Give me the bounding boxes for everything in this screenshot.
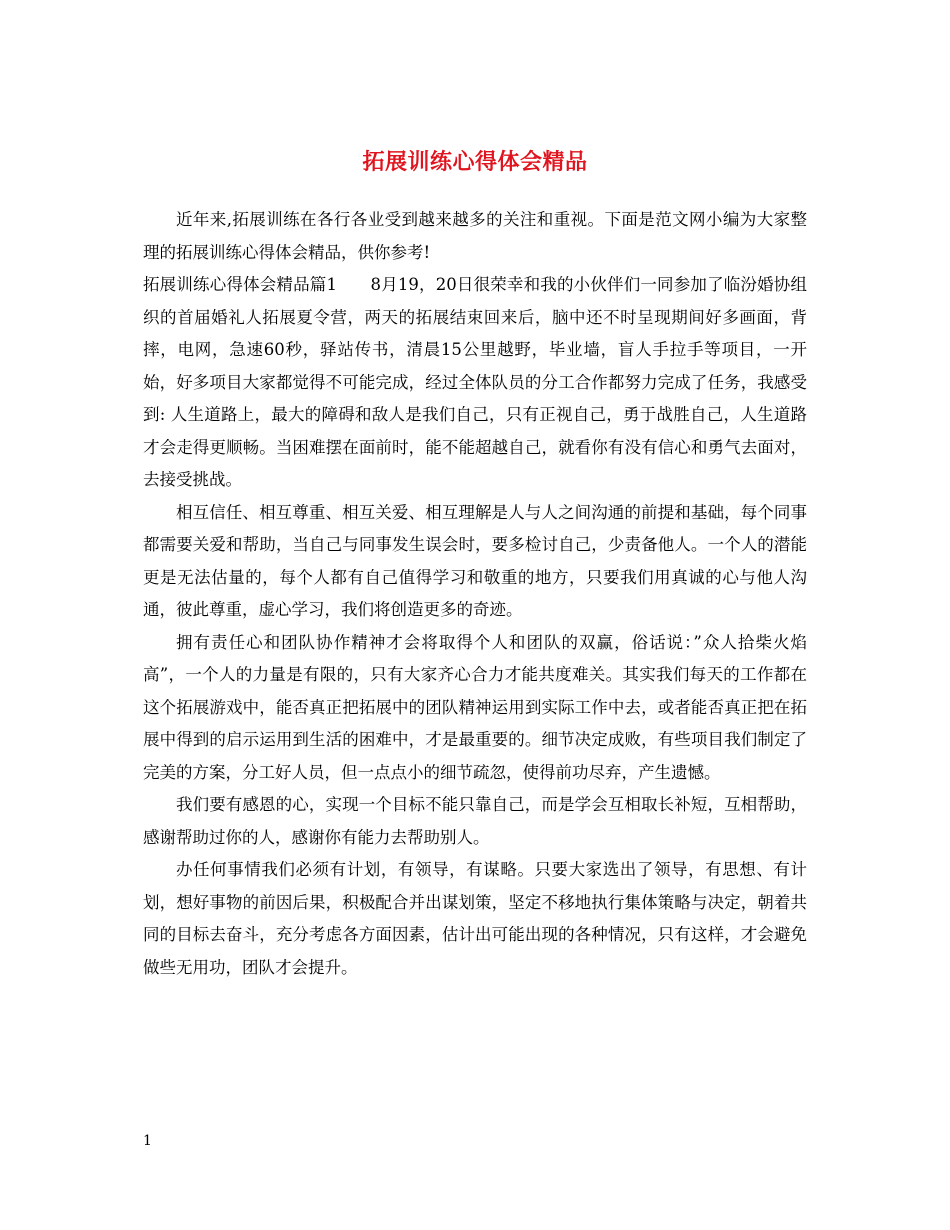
paragraph-planning: 办任何事情我们必须有计划，有领导，有谋略。只要大家选出了领导，有思想、有计划，想好事物的前因后果，积极配合并出谋划策，坚定不移地执行集体策略与决定，朝着共同的目标去奋斗，充分考虑各方面因素，估计出可能出现的各种情况，只有这样，才会避免做些无用功，团队才会提升。: [143, 860, 807, 977]
paragraph-gratitude: 我们要有感恩的心，实现一个目标不能只靠自己，而是学会互相取长补短，互相帮助，感谢帮助过你的人，感谢你有能力去帮助别人。: [143, 795, 807, 847]
paragraph-trust: 相互信任、相互尊重、相互关爱、相互理解是人与人之间沟通的前提和基础，每个同事都需要关爱和帮助，当自己与同事发生误会时，要多检讨自己，少责备他人。一个人的潜能更是无法估量的，每个人都有自己值得学习和敬重的地方，只要我们用真诚的心与他人沟通，彼此尊重，虚心学习，我们将创造更多的奇迹。: [143, 502, 807, 619]
paragraph-intro: 近年来,拓展训练在各行各业受到越来越多的关注和重视。下面是范文网小编为大家整理的拓展训练心得体会精品，供你参考!: [143, 210, 807, 262]
paragraph-article-1: 拓展训练心得体会精品篇1 8月19，20日很荣幸和我的小伙伴们一同参加了临汾婚协组织的首届婚礼人拓展夏令营，两天的拓展结束回来后，脑中还不时呈现期间好多画面，背摔，电网，急速60秒，驿站传书，清晨15公里越野，毕业墙，盲人手拉手等项目，一开始，好多项目大家都觉得不可能完成，经过全体队员的分工合作都努力完成了任务，我感受到: 人生道路上，最大的障碍和敌人是我们自己，只有正视自己，勇于战胜自己，人生道路才会走得更顺畅。当困难摆在面前时，能不能超越自己，就看你有没有信心和勇气去面对，去接受挑战。: [143, 275, 807, 489]
document-body: [143, 204, 807, 984]
document-title: 拓展训练心得体会精品: [362, 148, 588, 175]
paragraph-teamwork: 拥有责任心和团队协作精神才会将取得个人和团队的双赢，俗话说：”众人拾柴火焰高”，一个人的力量是有限的，只有大家齐心合力才能共度难关。其实我们每天的工作都在这个拓展游戏中，能否真正把拓展中的团队精神运用到实际工作中去，或者能否真正把在拓展中得到的启示运用到生活的困难中，才是最重要的。细节决定成败，有些项目我们制定了完美的方案，分工好人员，但一点点小的细节疏忽，使得前功尽弃，产生遗憾。: [143, 632, 807, 782]
page-number: 1: [143, 1133, 152, 1149]
